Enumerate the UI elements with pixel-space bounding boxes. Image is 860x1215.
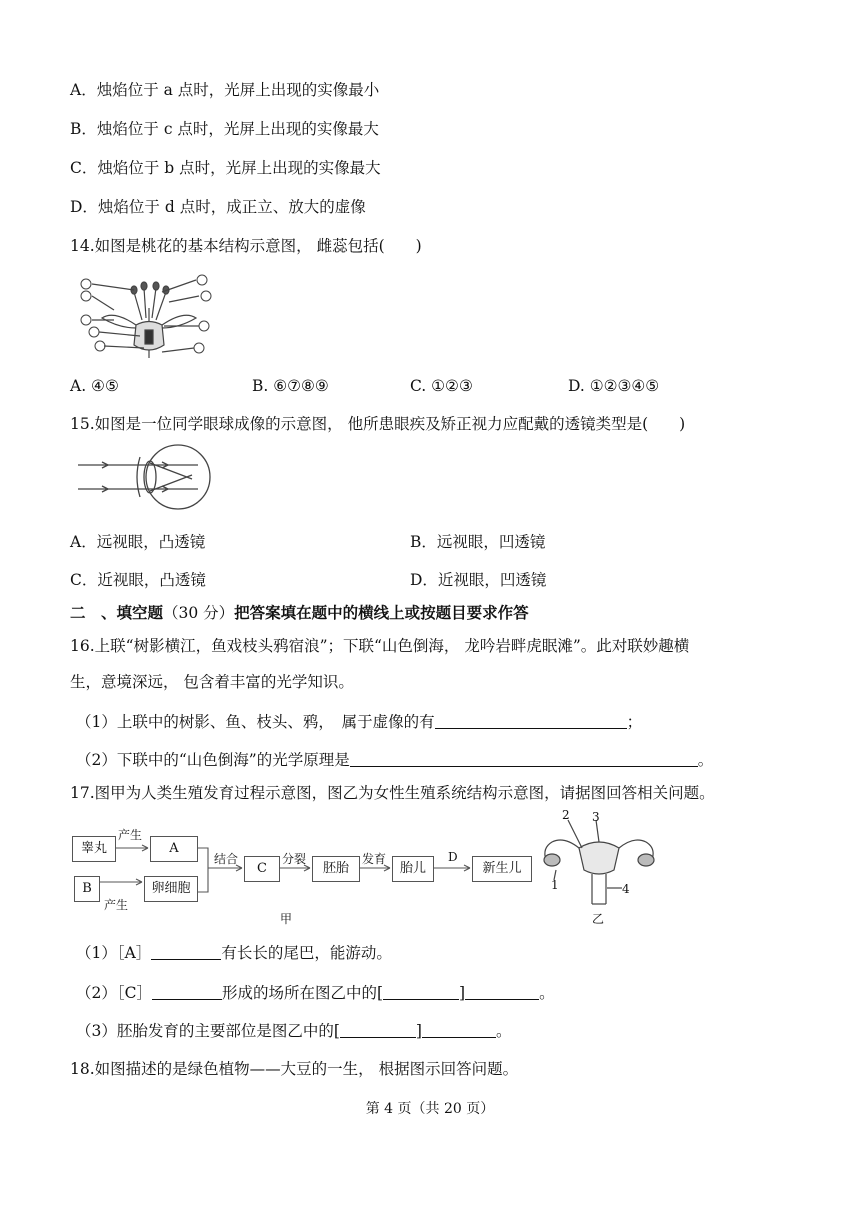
- egg-cell-box: 卵细胞: [144, 876, 198, 902]
- q13-option-d: D．烛焰位于 d 点时，成正立、放大的虚像: [70, 198, 366, 216]
- box-a: A: [150, 836, 198, 862]
- fetus-box: 胎儿: [392, 856, 434, 882]
- q15-option-c: C．近视眼，凸透镜: [70, 571, 206, 589]
- q17-part2-blank-2[interactable]: [383, 983, 459, 1000]
- q14-stem: 14.如图是桃花的基本结构示意图， 雌蕊包括( ): [70, 237, 422, 255]
- q16-stem-line2: 生，意境深远， 包含着丰富的光学知识。: [70, 673, 354, 691]
- box-c: C: [244, 856, 280, 882]
- page-footer: 第 4 页（共 20 页）: [365, 1101, 495, 1117]
- q17-part1-text: （1）［A］: [76, 944, 152, 962]
- q14-option-a: A. ④⑤: [70, 377, 119, 395]
- section-2-score: （30 分）: [163, 604, 235, 622]
- figure-yi-label: 乙: [592, 912, 605, 926]
- produce-label-1: 产生: [118, 828, 143, 842]
- reproduction-flow-diagram: [70, 820, 550, 930]
- eye-imaging-figure: [78, 443, 228, 513]
- q18-stem: 18.如图描述的是绿色植物——大豆的一生， 根据图示回答问题。: [70, 1060, 519, 1078]
- section-2-heading: [70, 603, 529, 623]
- q14-options: [70, 376, 790, 396]
- q17-stem: 17.图甲为人类生殖发育过程示意图，图乙为女性生殖系统结构示意图，请据图回答相关问题。: [70, 784, 715, 802]
- q13-option-c: C．烛焰位于 b 点时，光屏上出现的实像最大: [70, 159, 381, 177]
- peach-flower-figure: [74, 270, 224, 360]
- q16-part1-text: （1）上联中的树影、鱼、枝头、鸦， 属于虚像的有: [76, 713, 435, 731]
- q15-option-d: D．近视眼，凹透镜: [410, 571, 547, 589]
- label-4: 4: [622, 882, 630, 896]
- q17-part2-blank-1[interactable]: [152, 983, 222, 1000]
- produce-label-2: 产生: [104, 898, 129, 912]
- newborn-box: 新生儿: [472, 856, 532, 882]
- d-label: D: [448, 850, 458, 864]
- develop-label: 发育: [362, 852, 387, 866]
- q17-part3: [76, 1021, 512, 1041]
- combine-label: 结合: [214, 852, 239, 866]
- q16-part1: [76, 712, 642, 732]
- divide-label: 分裂: [282, 852, 307, 866]
- q17-part2-blank-3[interactable]: [465, 983, 539, 1000]
- q16-part1-blank[interactable]: [435, 712, 627, 729]
- q15-option-a: A．远视眼，凸透镜: [70, 533, 206, 551]
- q17-part3-blank-2[interactable]: [422, 1021, 496, 1038]
- label-1: 1: [551, 878, 559, 892]
- q16-stem-line1: 16.上联“树影横江，鱼戏枝头鸦宿浪”；下联“山色倒海， 龙吟岩畔虎眠滩”。此对联妙趣横: [70, 637, 690, 655]
- q16-part2-text: （2）下联中的“山色倒海”的光学原理是: [76, 751, 350, 769]
- q14-option-c: C. ①②③: [410, 377, 473, 395]
- embryo-box: 胚胎: [312, 856, 360, 882]
- q17-part2-suffix: 。: [539, 984, 555, 1002]
- section-2-desc: 把答案填在题中的横线上或按题目要求作答: [234, 603, 529, 622]
- q17-part2-close: ]: [459, 984, 466, 1002]
- box-b: B: [74, 876, 100, 902]
- label-2: 2: [562, 808, 570, 822]
- q13-option-b: B．烛焰位于 c 点时，光屏上出现的实像最大: [70, 120, 379, 138]
- q15-option-b: B．远视眼，凹透镜: [410, 533, 546, 551]
- section-2-number: 二 、填空题: [70, 603, 164, 622]
- q17-part1: [76, 943, 392, 963]
- q17-part2: [76, 983, 555, 1003]
- q16-part2-blank[interactable]: [350, 750, 698, 767]
- q13-option-a: A．烛焰位于 a 点时，光屏上出现的实像最小: [70, 81, 380, 99]
- q14-option-b: B. ⑥⑦⑧⑨: [252, 377, 329, 395]
- q16-part1-suffix: ；: [626, 713, 643, 731]
- q16-part2: [76, 750, 713, 770]
- q17-part1-blank[interactable]: [151, 943, 221, 960]
- q16-part2-suffix: 。: [697, 751, 714, 769]
- figure-jia-label: 甲: [280, 912, 293, 926]
- q17-part3-suffix: 。: [495, 1022, 512, 1040]
- q17-part3-blank-1[interactable]: [340, 1021, 416, 1038]
- q14-option-d: D. ①②③④⑤: [568, 377, 660, 395]
- q17-part2-mid: 形成的场所在图乙中的[: [221, 984, 384, 1002]
- label-3: 3: [592, 810, 600, 824]
- q17-part2-text: （2）［C］: [76, 984, 152, 1002]
- q17-part3-close: ]: [415, 1022, 422, 1040]
- q17-part1-suffix: 有长长的尾巴，能游动。: [221, 944, 392, 962]
- q17-part3-text: （3）胚胎发育的主要部位是图乙中的[: [76, 1022, 340, 1040]
- female-reproductive-figure: [534, 808, 664, 928]
- q15-stem: 15.如图是一位同学眼球成像的示意图， 他所患眼疾及矫正视力应配戴的透镜类型是( ): [70, 415, 686, 433]
- testis-box: 睾丸: [72, 836, 116, 862]
